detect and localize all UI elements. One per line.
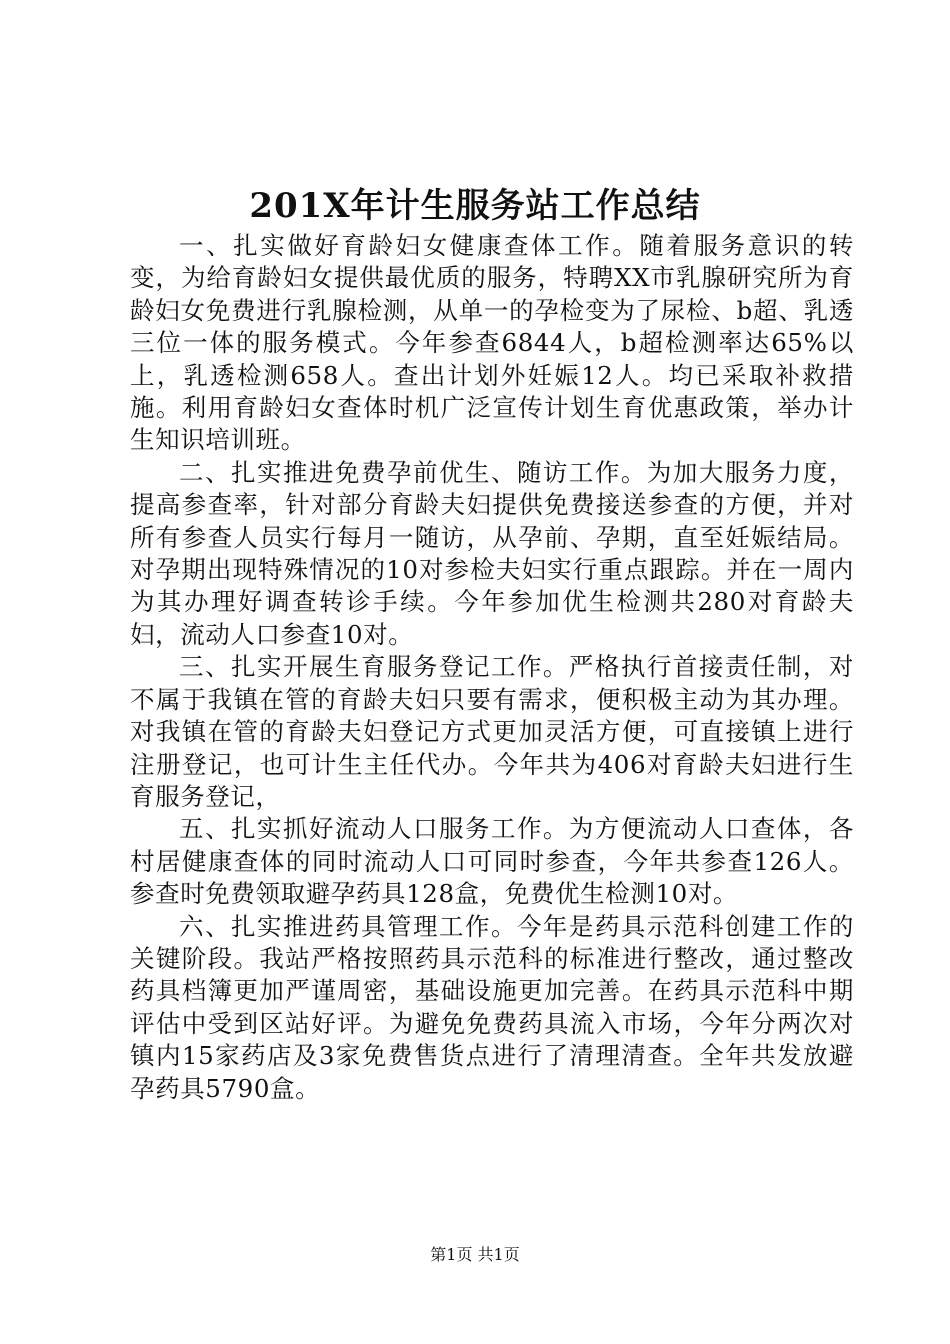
page-footer: 第1页 共1页 xyxy=(430,1245,520,1264)
paragraph-contraceptive-management: 六、扎实推进药具管理工作。今年是药具示范科创建工作的关键阶段。我站严格按照药具示范科的标准进行整改，通过整改药具档簿更加严谨周密，基础设施更加完善。在药具示范科中期评估中受到区站好评。为避免免费药具流入市场，今年分两次对镇内15家药店及3家免费售货点进行了清理清查。全年共发放避孕药具5790盒。 xyxy=(130,911,854,1103)
paragraph-health-checkup: 一、扎实做好育龄妇女健康查体工作。随着服务意识的转变，为给育龄妇女提供最优质的服务，特聘XX市乳腺研究所为育龄妇女免费进行乳腺检测，从单一的孕检变为了尿检、b超、乳透三位一体的服务模式。今年参查6844人，b超检测率达65%以上，乳透检测658人。查出计划外妊娠12人。均已采取补救措施。利用育龄妇女查体时机广泛宣传计划生育优惠政策，举办计生知识培训班。 xyxy=(130,231,854,455)
paragraph-floating-population: 五、扎实抓好流动人口服务工作。为方便流动人口查体，各村居健康查体的同时流动人口可同时参查，今年共参查126人。参查时免费领取避孕药具128盒，免费优生检测10对。 xyxy=(130,814,854,909)
paragraph-pregnancy-followup: 二、扎实推进免费孕前优生、随访工作。为加大服务力度，提高参查率，针对部分育龄夫妇提供免费接送参查的方便，并对所有参查人员实行每月一随访，从孕前、孕期，直至妊娠结局。对孕期出现特殊情况的10对参检夫妇实行重点跟踪。并在一周内为其办理好调查转诊手续。今年参加优生检测共280对育龄夫妇，流动人口参查10对。 xyxy=(130,457,854,649)
document-title: 201X年计生服务站工作总结 xyxy=(249,186,701,226)
document-body xyxy=(130,230,854,1105)
paragraph-birth-registration: 三、扎实开展生育服务登记工作。严格执行首接责任制，对不属于我镇在管的育龄夫妇只要有需求，便积极主动为其办理。对我镇在管的育龄夫妇登记方式更加灵活方便，可直接镇上进行注册登记，也可计生主任代办。今年共为406对育龄夫妇进行生育服务登记， xyxy=(130,652,854,811)
